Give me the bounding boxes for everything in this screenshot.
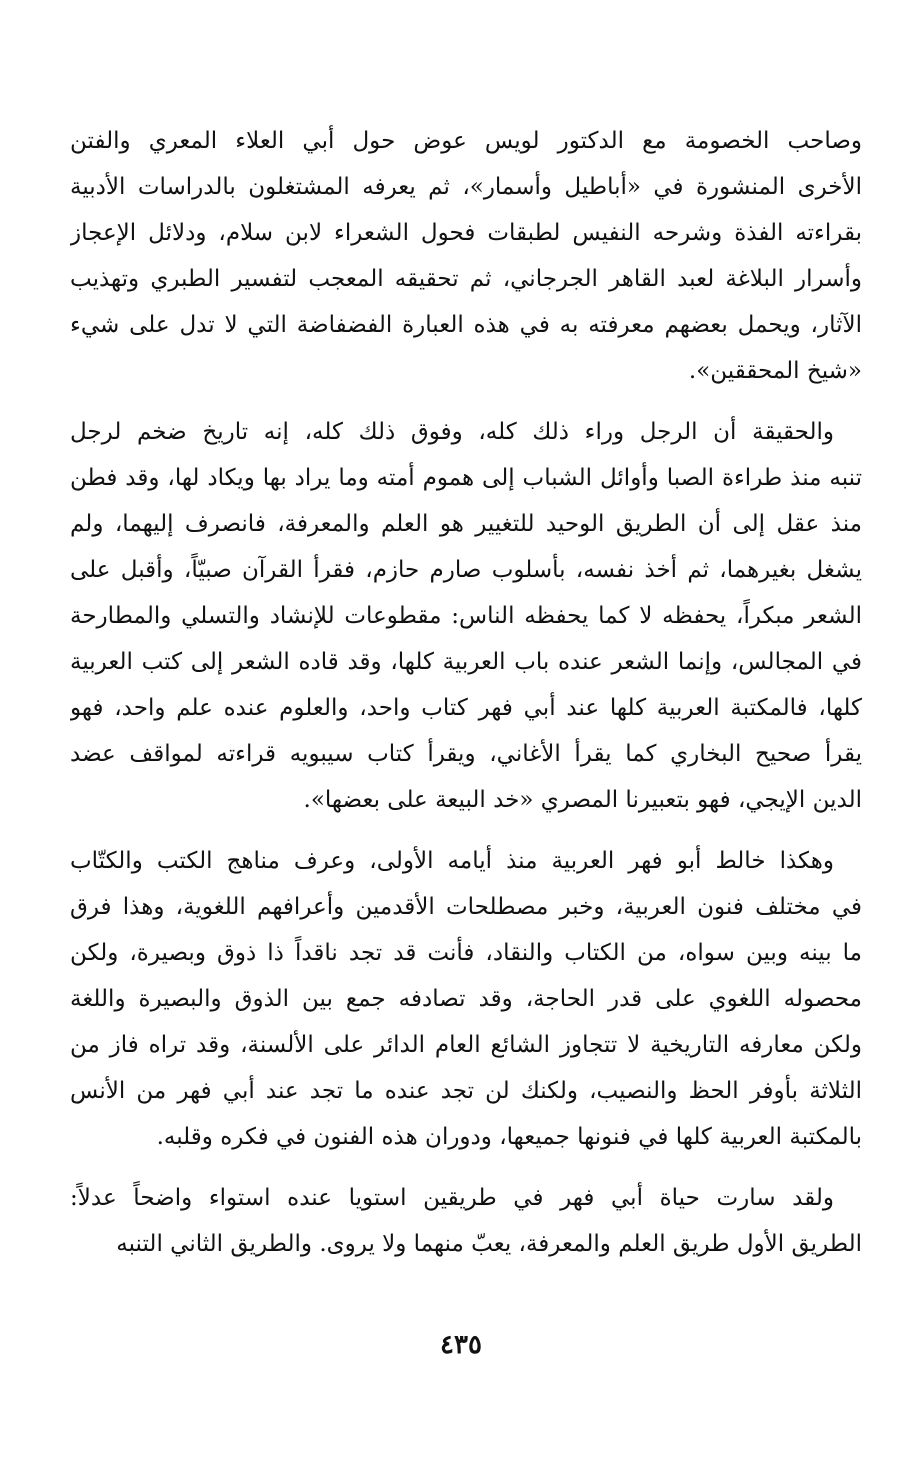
text-line: الدين الإيجي، فهو بتعبيرنا المصري «خد البيعة على بعضها».: [303, 787, 862, 813]
text-line: يشغل بغيرهما، ثم أخذ نفسه، بأسلوب صارم حازم، فقرأ القرآن صبيّاً، وأقبل على: [70, 557, 862, 583]
text-line: الشعر مبكراً، يحفظه لا كما يحفظه الناس: مقطوعات للإنشاد والتسلي والمطارحة: [70, 603, 862, 629]
page-number: ٤٣٥: [440, 1330, 482, 1360]
text-line: يقرأ صحيح البخاري كما يقرأ الأغاني، ويقرأ كتاب سيبويه قراءته لمواقف عضد: [70, 741, 862, 767]
text-line: وصاحب الخصومة مع الدكتور لويس عوض حول أبي العلاء المعري والفتن: [70, 128, 862, 154]
text-line: ولكن معارفه التاريخية لا تتجاوز الشائع العام الدائر على الألسنة، وقد تراه فاز من: [70, 1032, 862, 1058]
text-line: «شيخ المحققين».: [688, 358, 862, 384]
text-line: الطريق الأول طريق العلم والمعرفة، يعبّ منهما ولا يروى. والطريق الثاني التنبه: [116, 1231, 862, 1257]
text-line: ما بينه وبين سواه، من الكتاب والنقاد، فأنت قد تجد ناقداً ذا ذوق وبصيرة، ولكن: [70, 940, 862, 966]
text-line: الأخرى المنشورة في «أباطيل وأسمار»، ثم يعرفه المشتغلون بالدراسات الأدبية: [70, 174, 862, 200]
text-line: في المجالس، وإنما الشعر عنده باب العربية كلها، وقد قاده الشعر إلى كتب العربية: [70, 649, 862, 675]
text-line: والحقيقة أن الرجل وراء ذلك كله، وفوق ذلك كله، إنه تاريخ ضخم لرجل: [70, 419, 834, 445]
paragraph-gap: [70, 394, 862, 409]
text-line: وهكذا خالط أبو فهر العربية منذ أيامه الأولى، وعرف مناهج الكتب والكتّاب: [70, 848, 834, 874]
text-line: الآثار، ويحمل بعضهم معرفته به في هذه العبارة الفضفاضة التي لا تدل على شيء: [70, 312, 862, 338]
text-line: ولقد سارت حياة أبي فهر في طريقين استويا عنده استواء واضحاً عدلاً:: [70, 1185, 834, 1211]
text-line: بقراءته الفذة وشرحه النفيس لطبقات فحول الشعراء لابن سلام، ودلائل الإعجاز: [70, 220, 862, 246]
paragraph: [70, 409, 862, 823]
paragraph: [70, 1175, 862, 1267]
paragraph-gap: [70, 1160, 862, 1175]
text-line: الثلاثة بأوفر الحظ والنصيب، ولكنك لن تجد عنده ما تجد عند أبي فهر من الأنس: [70, 1078, 862, 1104]
paragraph: [70, 838, 862, 1160]
text-line: بالمكتبة العربية كلها في فنونها جميعها، ودوران هذه الفنون في فكره وقلبه.: [156, 1124, 862, 1150]
paragraph-gap: [70, 823, 862, 838]
text-line: في مختلف فنون العربية، وخبر مصطلحات الأقدمين وأعرافهم اللغوية، وهذا فرق: [70, 894, 862, 920]
text-line: محصوله اللغوي على قدر الحاجة، وقد تصادفه جمع بين الذوق والبصيرة واللغة: [70, 986, 862, 1012]
text-line: منذ عقل إلى أن الطريق الوحيد للتغيير هو العلم والمعرفة، فانصرف إليهما، ولم: [70, 511, 862, 537]
text-line: كلها، فالمكتبة العربية كلها عند أبي فهر كتاب واحد، والعلوم عنده علم واحد، فهو: [70, 695, 862, 721]
paragraph: [70, 118, 862, 394]
text-line: وأسرار البلاغة لعبد القاهر الجرجاني، ثم تحقيقه المعجب لتفسير الطبري وتهذيب: [70, 266, 862, 292]
body-text: [70, 118, 862, 1267]
text-line: تنبه منذ طراءة الصبا وأوائل الشباب إلى هموم أمته وما يراد بها ويكاد لها، وقد فطن: [70, 465, 862, 491]
